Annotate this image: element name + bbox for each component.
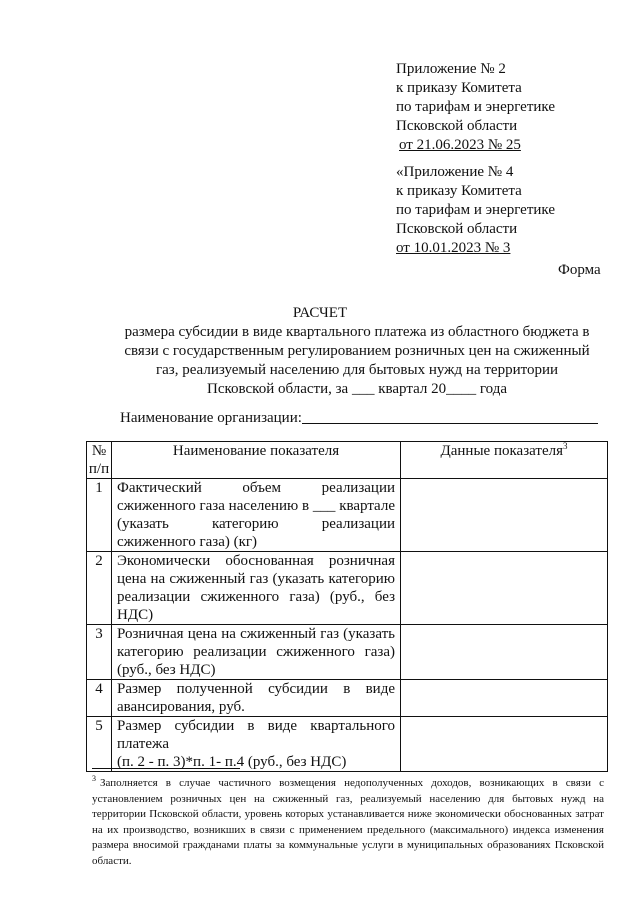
row-name: Фактический объем реализации сжиженного газа населению в ___ квартале (указать категорию реализации сжиженного газа) (кг) xyxy=(112,479,401,552)
subtitle-line: газ, реализуемый населению для бытовых нужд на территории xyxy=(155,362,559,378)
annex-original-line: по тарифам и энергетике xyxy=(396,202,555,218)
organization-label: Наименование организации: xyxy=(120,410,302,426)
annex-current-line: Приложение № 2 xyxy=(396,61,506,77)
subtitle-line: связи с государственным регулированием розничных цен на сжиженный xyxy=(124,343,590,359)
row-data-cell xyxy=(401,717,608,772)
header-num: № п/п xyxy=(87,442,112,479)
row-num: 4 xyxy=(87,680,112,717)
annex-current-block xyxy=(396,60,555,155)
table-row xyxy=(87,717,608,772)
annex-original-block xyxy=(396,163,555,258)
annex-original-line: «Приложение № 4 xyxy=(396,164,514,180)
row-formula: (п. 2 - п. 3)*п. 1- п.4 (руб., без НДС) xyxy=(117,754,347,770)
annex-current-date: от 21.06.2023 № 25 xyxy=(399,137,521,153)
row-data-cell xyxy=(401,680,608,717)
header-name: Наименование показателя xyxy=(112,442,401,479)
table-header-row xyxy=(87,442,608,479)
table-row xyxy=(87,479,608,552)
row-num: 2 xyxy=(87,552,112,625)
row-name-text: Размер субсидии в виде квартального платежа xyxy=(117,718,395,752)
table-row xyxy=(87,625,608,680)
row-data-cell xyxy=(401,625,608,680)
row-name: Размер полученной субсидии в виде авансирования, руб. xyxy=(112,680,401,717)
annex-current-line: к приказу Комитета xyxy=(396,80,522,96)
row-num: 3 xyxy=(87,625,112,680)
row-name: Розничная цена на сжиженный газ (указать категорию реализации сжиженного газа) (руб., без НДС) xyxy=(112,625,401,680)
annex-original-date: от 10.01.2023 № 3 xyxy=(396,240,511,256)
header-data-label: Данные показателя xyxy=(440,443,563,459)
document-subtitle xyxy=(112,323,602,399)
row-num: 5 xyxy=(87,717,112,772)
annex-original-line: к приказу Комитета xyxy=(396,183,522,199)
header-data xyxy=(401,442,608,479)
table-row xyxy=(87,552,608,625)
form-label: Форма xyxy=(558,262,601,278)
document-title: РАСЧЕТ xyxy=(292,305,348,321)
footnote-divider xyxy=(92,768,240,769)
calculation-table xyxy=(86,441,608,772)
annex-current-line: по тарифам и энергетике xyxy=(396,99,555,115)
footnote-mark: 3 xyxy=(92,774,96,784)
table-row xyxy=(87,680,608,717)
subtitle-line: размера субсидии в виде квартального платежа из областного бюджета в xyxy=(124,324,590,340)
header-footnote-mark: 3 xyxy=(562,441,568,451)
footnote xyxy=(92,776,604,869)
row-data-cell xyxy=(401,552,608,625)
annex-current-line: Псковской области xyxy=(396,118,518,134)
organization-field xyxy=(120,409,598,427)
subtitle-line: Псковской области, за ___ квартал 20____ года xyxy=(207,381,507,397)
row-num: 1 xyxy=(87,479,112,552)
row-data-cell xyxy=(401,479,608,552)
organization-blank-line xyxy=(302,409,598,424)
footnote-text: Заполняется в случае частичного возмещения недополученных доходов, возникающих в связи с установлением розничных цен на сжиженный газ, реализуемый населению для бытовых нужд на территории Псковской области, уровень которых устанавливается ниже экономически обоснованных затрат на их производство, возникших в связи с применением предельного (максимального) индекса изменения размера вносимой гражданами платы за коммунальные услуги в муниципальных образованиях Псковской области. xyxy=(92,777,604,867)
row-name: Экономически обоснованная розничная цена на сжиженный газ (указать категорию реализации сжиженного газа) (руб., без НДС) xyxy=(112,552,401,625)
annex-original-line: Псковской области xyxy=(396,221,518,237)
row-name xyxy=(112,717,401,772)
